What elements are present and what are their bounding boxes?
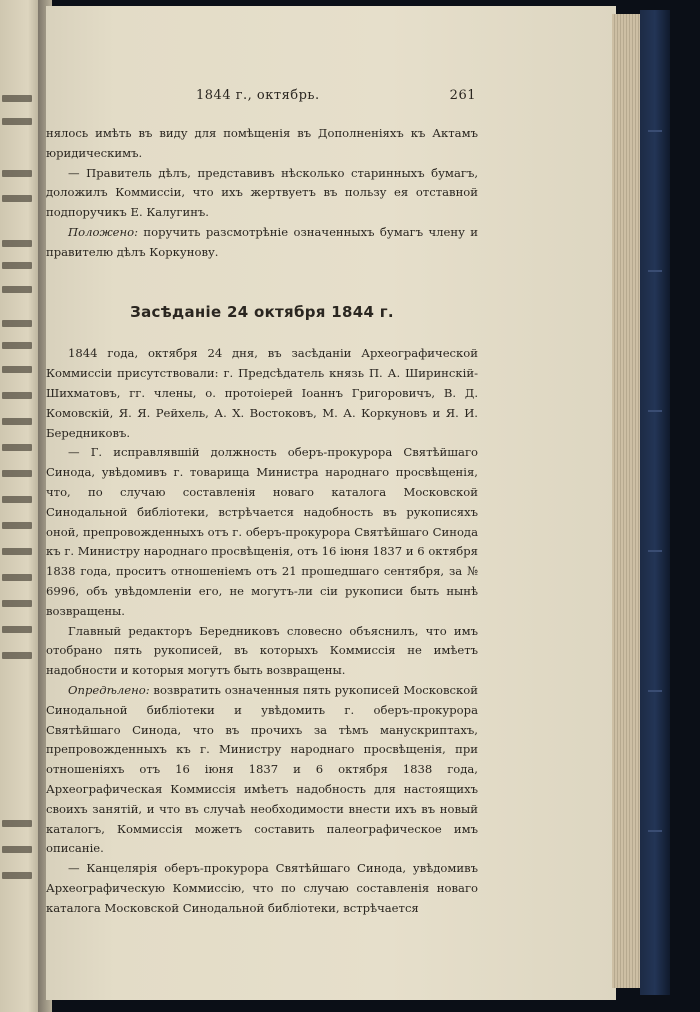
resolution-label: Положено: [68, 224, 139, 239]
book-cover [640, 10, 670, 995]
page-header [46, 88, 616, 108]
resolution-text: поручить разсмотрѣніе означенныхъ бумагъ члену и правителю дѣлъ Коркунову. [46, 224, 478, 259]
section-paragraph-3: Главный редакторъ Бередниковъ словесно объяснилъ, что имъ отобрано пять рукописей, въ которыхъ Коммиссія не имѣетъ надобности и которыя могутъ быть возвращены. [46, 623, 478, 678]
decision-text: возвратить означенныя пять рукописей Московской Синодальной библіотеки и увѣдомить г. оберъ-прокурора Святѣйшаго Синода, что въ прочихъ за тѣмъ манускриптахъ, препровожденныхъ къ г. Министру народнаго просвѣщенія, при отношеніяхъ отъ 16 іюня 1837 и 6 октября 1838 года, Археографическая Коммиссія имѣетъ надобность для настоящихъ своихъ занятій, и что въ случаѣ необходимости внести ихъ въ новый каталогъ, Коммиссія можетъ составить палеографическое имъ описаніе. [46, 682, 478, 856]
page-body [46, 124, 478, 918]
decision-label: Опредѣлено: [68, 682, 150, 697]
page-edges [612, 14, 642, 988]
top-paragraph-2: — Правитель дѣлъ, представивъ нѣсколько старинныхъ бумагъ, доложилъ Коммиссіи, что ихъ жертвуетъ въ пользу ея отставной подпоручикъ Е. Калугинъ. [46, 165, 478, 220]
section-paragraph-2: — Г. исправлявшій должность оберъ-прокурора Святѣйшаго Синода, увѣдомивъ г. товарища Министра народнаго просвѣщенія, что, по случаю составленія новаго каталога Московской Синодальной библіотеки, встрѣчается надобность въ рукописяхъ оной, препровожденныхъ отъ г. оберъ-прокурора Святѣйшаго Синода къ г. Министру народнаго просвѣщенія, отъ 16 іюня 1837 и 6 октября 1838 года, проситъ отношеніемъ отъ 21 прошедшаго сентября, за № 6996, объ увѣдомленіи его, не могутъ-ли сіи рукописи быть нынѣ возвращены. [46, 445, 478, 618]
page-number: 261 [449, 88, 476, 103]
book-page [46, 6, 616, 1000]
section-heading: Засѣданіе 24 октября 1844 г. [130, 302, 394, 321]
top-paragraph-1: нялось имѣть въ виду для помѣщенія въ Дополненіяхъ къ Актамъ юридическимъ. [46, 126, 478, 160]
section-paragraph-5: — Канцелярія оберъ-прокурора Святѣйшаго Синода, увѣдомивъ Археографическую Коммиссію, что по случаю составленія новаго каталога Московской Синодальной библіотеки, встрѣчается [46, 861, 478, 915]
facing-page-edge [0, 0, 40, 1012]
top-paragraph-3 [46, 223, 478, 263]
section-paragraph-4 [46, 681, 478, 859]
running-head: 1844 г., октябрь. [196, 88, 320, 103]
section-paragraph-1: 1844 года, октября 24 дня, въ засѣданіи Археографической Коммиссіи присутствовали: г. Предсѣдатель князь П. А. Ширинскій-Шихматовъ, гг. члены, о. протоіерей Іоаннъ Григоровичъ, В. Д. Комовскій, Я. Я. Рейхель, А. Х. Востоковъ, М. А. Коркуновъ и Я. И. Бередниковъ. [46, 346, 478, 440]
